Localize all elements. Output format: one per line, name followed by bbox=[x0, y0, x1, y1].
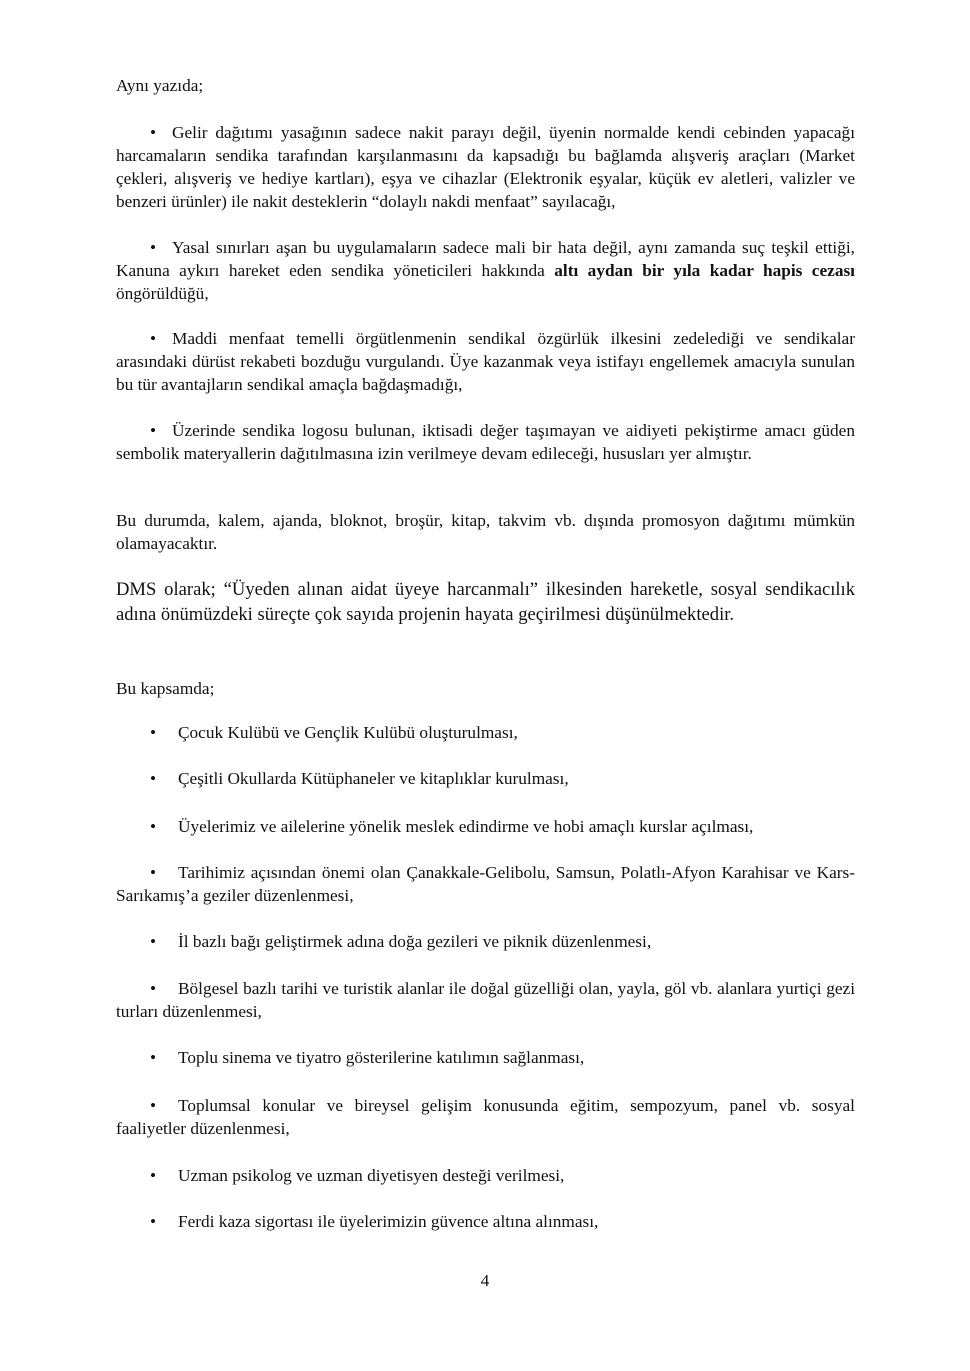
bullet-icon: • bbox=[150, 238, 157, 257]
page-number: 4 bbox=[480, 1271, 490, 1290]
bullet-icon: • bbox=[150, 1048, 157, 1067]
bullet-icon: • bbox=[150, 329, 157, 348]
project-item: • Çeşitli Okullarda Kütüphaneler ve kitaplıklar kurulması, bbox=[150, 769, 569, 788]
bullet-icon: • bbox=[150, 1166, 157, 1185]
project-item: • Tarihimiz açısından önemi olan Çanakkale-Gelibolu, Samsun, Polatlı-Afyon Karahisar ve Kars-Sarıkamış’a geziler düzenlenmesi, bbox=[116, 863, 855, 905]
project-item: • İl bazlı bağı geliştirmek adına doğa gezileri ve piknik düzenlenmesi, bbox=[150, 932, 652, 951]
conclusion-text: Bu durumda, kalem, ajanda, bloknot, broşür, kitap, takvim vb. dışında promosyon dağıtımı mümkün olamayacaktır. bbox=[116, 511, 855, 553]
rule-text: Gelir dağıtımı yasağının sadece nakit parayı değil, üyenin normalde kendi cebinden yapacağı harcamaların sendika tarafından karşılanmasını da kapsadığı bu bağlamda alışveriş araçları (Market çekleri, alışveriş ve hediye kartları), eşya ve cihazlar (Elektronik eşyalar, küçük ev aletleri, valizler ve benzeri ürünler) ile nakit desteklerin “dolaylı nakdi menfaat” sayılacağı, bbox=[116, 123, 855, 211]
project-item: • Bölgesel bazlı tarihi ve turistik alanlar ile doğal güzelliği olan, yayla, göl vb. alanlara yurtiçi gezi turları düzenlenmesi, bbox=[116, 979, 855, 1021]
dms-paragraph: DMS olarak; “Üyeden alınan aidat üyeye harcanmalı” ilkesinden hareketle, sosyal sendikacılık adına önümüzdeki süreçte çok sayıda projenin hayata geçirilmesi düşünülmektedir. bbox=[116, 579, 855, 625]
rule-item bbox=[116, 327, 855, 396]
rule-text: Yasal sınırları aşan bu uygulamaların sadece mali bir hata değil, aynı zamanda suç teşkil ettiği, Kanuna aykırı hareket eden sendika yöneticileri hakkında bbox=[116, 238, 855, 280]
rule-text: öngörüldüğü, bbox=[116, 284, 209, 303]
bullet-icon: • bbox=[150, 123, 157, 142]
project-item: • Toplu sinema ve tiyatro gösterilerine katılımın sağlanması, bbox=[150, 1048, 585, 1067]
project-item: • Ferdi kaza sigortası ile üyelerimizin güvence altına alınması, bbox=[150, 1212, 599, 1231]
bullet-icon: • bbox=[150, 932, 157, 951]
bullet-icon: • bbox=[150, 979, 157, 998]
rule-item bbox=[116, 419, 855, 465]
rule-text: Maddi menfaat temelli örgütlenmenin sendikal özgürlük ilkesini zedelediği ve sendikalar arasındaki dürüst rekabeti bozduğu vurgulandı. Üye kazanmak veya istifayı engellemek amacıyla sunulan bu tür avantajların sendikal amaçla bağdaşmadığı, bbox=[116, 329, 855, 394]
bullet-icon: • bbox=[150, 817, 157, 836]
bullet-icon: • bbox=[150, 769, 157, 788]
project-item: • Toplumsal konular ve bireysel gelişim konusunda eğitim, sempozyum, panel vb. sosyal faaliyetler düzenlenmesi, bbox=[116, 1096, 855, 1138]
intro-text: Aynı yazıda; bbox=[116, 76, 204, 95]
rule-item bbox=[116, 236, 855, 305]
project-item: • Çocuk Kulübü ve Gençlik Kulübü oluşturulması, bbox=[150, 723, 518, 742]
bullet-icon: • bbox=[150, 1212, 157, 1231]
bullet-icon: • bbox=[150, 723, 157, 742]
bullet-icon: • bbox=[150, 421, 157, 440]
rule-emphasis: altı aydan bir yıla kadar hapis cezası bbox=[554, 261, 855, 280]
project-item: • Uzman psikolog ve uzman diyetisyen desteği verilmesi, bbox=[150, 1166, 565, 1185]
bullet-icon: • bbox=[150, 1096, 157, 1115]
rule-text: Üzerinde sendika logosu bulunan, iktisadi değer taşımayan ve aidiyeti pekiştirme amacı güden sembolik materyallerin dağıtılmasına izin verilmeye devam edileceği, hususları yer almıştır. bbox=[116, 421, 855, 463]
rule-item bbox=[116, 121, 855, 213]
scope-intro: Bu kapsamda; bbox=[116, 679, 215, 698]
bullet-icon: • bbox=[150, 863, 157, 882]
project-item: • Üyelerimiz ve ailelerine yönelik meslek edindirme ve hobi amaçlı kurslar açılması, bbox=[150, 817, 754, 836]
